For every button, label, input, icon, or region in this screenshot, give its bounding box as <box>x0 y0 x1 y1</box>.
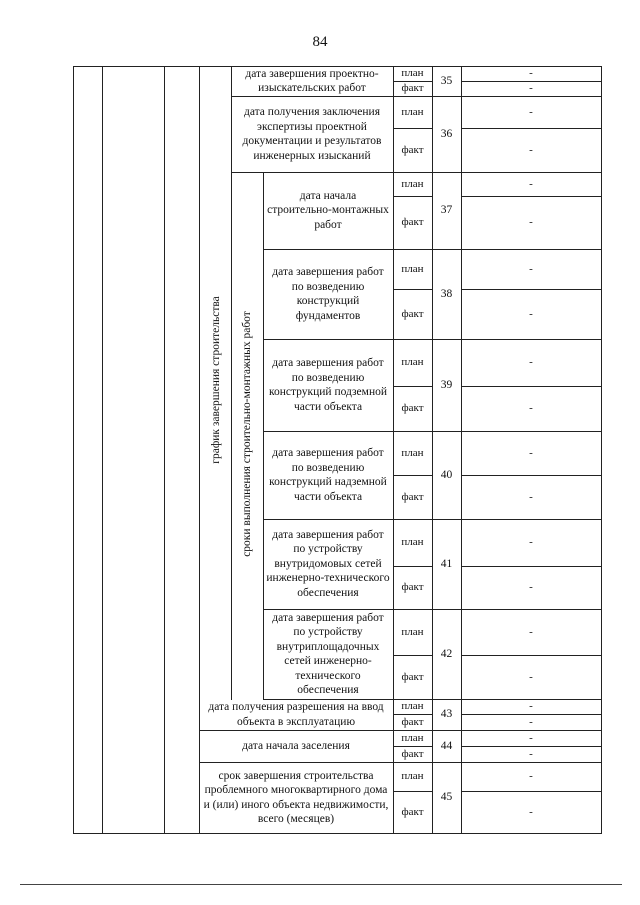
plan-label: план <box>401 770 424 783</box>
fact-value: - <box>529 143 533 156</box>
plan-value: - <box>529 731 533 744</box>
column-rule <box>601 66 602 834</box>
fact-label: факт <box>401 402 424 415</box>
row-description: дата завершения работ по возведению конструкций фундаментов <box>272 266 384 322</box>
row-description: дата получения заключения экспертизы проектной документации и результатов инженерных изысканий <box>242 106 382 162</box>
row-rule <box>199 833 602 834</box>
column-rule <box>73 66 74 834</box>
plan-value: - <box>529 177 533 190</box>
fact-value: - <box>529 402 533 415</box>
row-number: 35 <box>440 74 453 87</box>
plan-label: план <box>401 446 424 459</box>
row-number: 45 <box>440 791 453 804</box>
plan-label: план <box>401 356 424 369</box>
fact-label: факт <box>401 216 424 229</box>
row-description: дата получения разрешения на ввод объекта в эксплуатацию <box>208 701 384 728</box>
column-rule <box>164 66 165 834</box>
fact-value: - <box>529 747 533 760</box>
plan-value: - <box>529 446 533 459</box>
row-description: срок завершения строительства проблемного многоквартирного дома и (или) иного объекта недвижимости, всего (месяцев) <box>203 769 389 825</box>
plan-value: - <box>529 536 533 549</box>
fact-value: - <box>529 216 533 229</box>
group-label-schedule: график завершения строительства <box>210 296 222 464</box>
plan-label: план <box>401 105 424 118</box>
plan-label: план <box>401 67 424 80</box>
row-description: дата завершения работ по устройству внутридомовых сетей инженерно-технического обеспечения <box>266 528 390 599</box>
page-number: 84 <box>312 34 328 50</box>
fact-value: - <box>529 805 533 818</box>
fact-value: - <box>529 581 533 594</box>
fact-label: факт <box>401 581 424 594</box>
fact-label: факт <box>401 490 424 503</box>
row-number: 42 <box>440 647 453 660</box>
fact-label: факт <box>401 670 424 683</box>
plan-label: план <box>401 536 424 549</box>
fact-label: факт <box>401 715 424 728</box>
row-description: дата завершения проектно-изыскательских работ <box>245 67 379 94</box>
plan-label: план <box>401 731 424 744</box>
fact-value: - <box>529 82 533 95</box>
row-description: дата завершения работ по устройству внутриплощадочных сетей инженерно-технического обеспечения <box>272 611 384 696</box>
fact-value: - <box>529 715 533 728</box>
row-number: 44 <box>440 739 453 752</box>
fact-label: факт <box>401 307 424 320</box>
fact-label: факт <box>401 805 424 818</box>
row-number: 38 <box>440 287 453 300</box>
plan-value: - <box>529 67 533 80</box>
fact-value: - <box>529 307 533 320</box>
plan-label: план <box>401 625 424 638</box>
row-number: 39 <box>440 378 453 391</box>
plan-label: план <box>401 262 424 275</box>
fact-value: - <box>529 490 533 503</box>
plan-value: - <box>529 105 533 118</box>
plan-value: - <box>529 625 533 638</box>
row-number: 36 <box>440 127 453 140</box>
fact-label: факт <box>401 82 424 95</box>
row-description: дата завершения работ по возведению конструкций надземной части объекта <box>269 447 387 503</box>
row-description: дата начала заселения <box>242 739 350 752</box>
page-bottom-rule <box>20 884 622 885</box>
row-number: 40 <box>440 468 453 481</box>
row-number: 37 <box>440 204 453 217</box>
row-description: дата начала строительно-монтажных работ <box>267 189 389 231</box>
plan-label: план <box>401 700 424 713</box>
plan-value: - <box>529 700 533 713</box>
fact-label: факт <box>401 143 424 156</box>
column-rule <box>102 66 103 834</box>
plan-value: - <box>529 356 533 369</box>
plan-label: план <box>401 177 424 190</box>
fact-value: - <box>529 670 533 683</box>
row-number: 41 <box>440 557 453 570</box>
group-label-construction-terms: сроки выполнения строительно-монтажных работ <box>241 311 253 557</box>
plan-value: - <box>529 770 533 783</box>
row-description: дата завершения работ по возведению конструкций подземной части объекта <box>269 357 387 413</box>
fact-label: факт <box>401 747 424 760</box>
plan-value: - <box>529 262 533 275</box>
row-number: 43 <box>440 708 453 721</box>
